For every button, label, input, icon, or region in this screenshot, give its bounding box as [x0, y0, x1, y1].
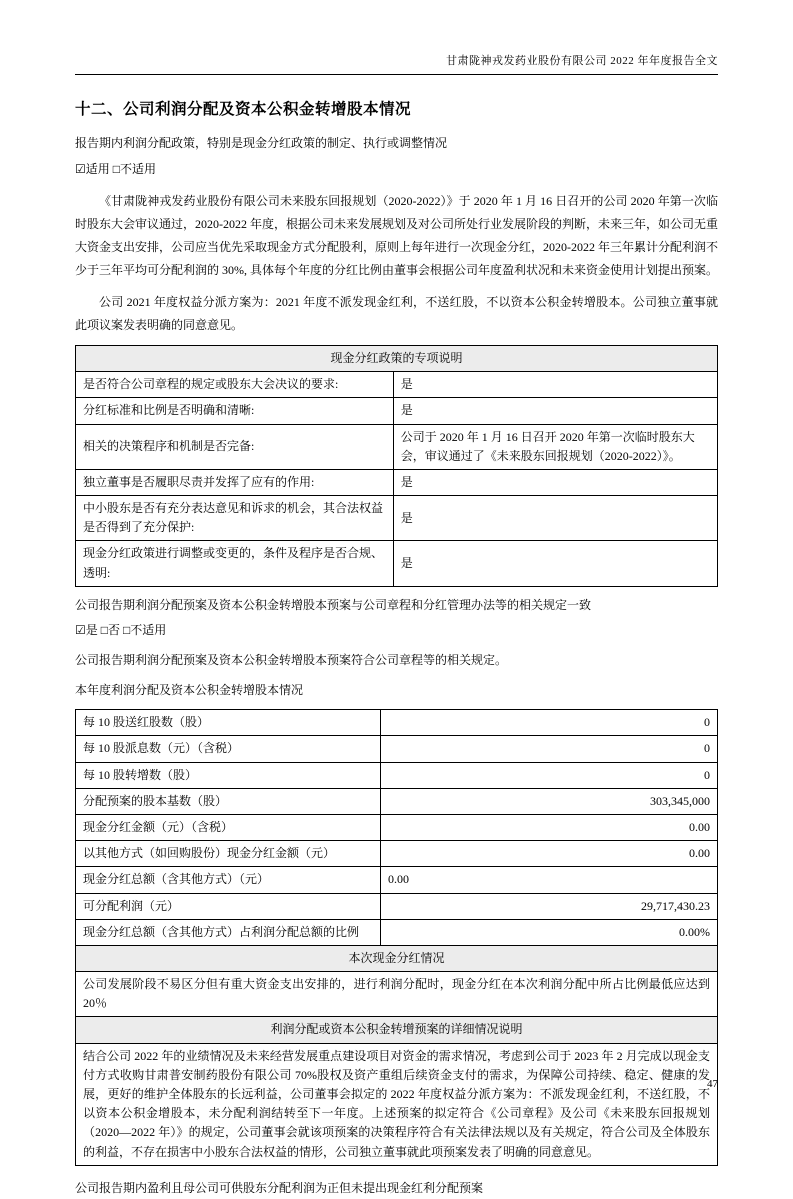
- profit-distribution-table: [75, 709, 718, 1166]
- row-value: 0: [380, 736, 717, 762]
- row-value: 0.00: [380, 867, 717, 893]
- table-row: [76, 710, 718, 736]
- table-row: [76, 398, 718, 424]
- row-value: 0.00: [380, 814, 717, 840]
- document-header: 甘肃陇神戎发药业股份有限公司 2022 年年度报告全文: [75, 52, 718, 75]
- row-label: 每 10 股送红股数（股）: [76, 710, 381, 736]
- table-row: [76, 788, 718, 814]
- policy-table-title: 现金分红政策的专项说明: [76, 345, 718, 371]
- paragraph-2021-distribution: 公司 2021 年度权益分派方案为：2021 年度不派发现金红利，不送红股，不以资本公积金转增股本。公司独立董事就此项议案发表明确的同意意见。: [75, 295, 718, 333]
- consistency-checkboxes: ☑是 □否 □不适用: [75, 623, 167, 638]
- table-row: [76, 841, 718, 867]
- table-header-row: [76, 1017, 718, 1043]
- page-number: 47: [707, 1078, 718, 1090]
- table-row: [76, 919, 718, 945]
- cash-dividend-policy-table: [75, 345, 718, 587]
- row-value: 0: [380, 762, 717, 788]
- table-header-row: [76, 345, 718, 371]
- row-value: 29,717,430.23: [380, 893, 717, 919]
- applicable-checkboxes: ☑适用 □不适用: [75, 161, 157, 176]
- table-row: [76, 469, 718, 495]
- table-row: [76, 814, 718, 840]
- distribution-table-caption: 本年度利润分配及资本公积金转增股本情况: [75, 682, 304, 697]
- row-value: 303,345,000: [380, 788, 717, 814]
- row-label: 分红标准和比例是否明确和清晰:: [76, 398, 394, 424]
- row-label: 每 10 股转增数（股）: [76, 762, 381, 788]
- row-label: 现金分红总额（含其他方式）占利润分配总额的比例: [76, 919, 381, 945]
- detail-section-header: 利润分配或资本公积金转增预案的详细情况说明: [76, 1017, 718, 1043]
- row-value: 是: [393, 372, 717, 398]
- table-header-row: [76, 945, 718, 971]
- table-row: [76, 541, 718, 586]
- row-label: 现金分红金额（元）（含税）: [76, 814, 381, 840]
- table-row: [76, 972, 718, 1017]
- profit-no-dividend-statement: 公司报告期内盈利且母公司可供股东分配利润为正但未提出现金红利分配预案: [75, 1180, 484, 1195]
- row-value: 0.00%: [380, 919, 717, 945]
- cash-dividend-section-header: 本次现金分红情况: [76, 945, 718, 971]
- row-label: 中小股东是否有充分表达意见和诉求的机会，其合法权益是否得到了充分保护:: [76, 496, 394, 541]
- table-row: [76, 1043, 718, 1165]
- row-label: 独立董事是否履职尽责并发挥了应有的作用:: [76, 469, 394, 495]
- row-label: 是否符合公司章程的规定或股东大会决议的要求:: [76, 372, 394, 398]
- table-row: [76, 867, 718, 893]
- section-title: 十二、公司利润分配及资本公积金转增股本情况: [75, 101, 412, 118]
- row-value: 是: [393, 469, 717, 495]
- detail-statement: 结合公司 2022 年的业绩情况及未来经营发展重点建设项目对资金的需求情况，考虑到公司于 2023 年 2 月完成以现金支付方式收购甘肃普安制药股份有限公司 70%股权及资产重组后续资金支付的需求，为保障公司持续、稳定、健康的发展，更好的维护全体股东的长远利益，公司董事会拟定的 2022 年度权益分派方案为：不派发现金红利，不送红股，不以资本公积金增股本，未分配利润结转至下一年度。上述预案的拟定符合《公司章程》及公司《未来股东回报规划（2020—2022 年）》的规定，公司董事会就该项预案的决策程序符合有关法律法规以及有关规定，符合公司及全体股东的利益，不存在损害中小股东合法权益的情形，公司独立董事就此项预案发表了明确的同意意见。: [76, 1043, 718, 1165]
- table-row: [76, 736, 718, 762]
- row-label: 现金分红政策进行调整或变更的，条件及程序是否合规、透明:: [76, 541, 394, 586]
- row-value: 是: [393, 541, 717, 586]
- compliance-statement: 公司报告期利润分配预案及资本公积金转增股本预案符合公司章程等的相关规定。: [75, 653, 508, 668]
- table-row: [76, 424, 718, 469]
- table-row: [76, 893, 718, 919]
- row-label: 现金分红总额（含其他方式）（元）: [76, 867, 381, 893]
- row-value: 0: [380, 710, 717, 736]
- table-row: [76, 762, 718, 788]
- consistency-statement: 公司报告期利润分配预案及资本公积金转增股本预案与公司章程和分红管理办法等的相关规定一致: [75, 597, 592, 612]
- row-value: 公司于 2020 年 1 月 16 日召开 2020 年第一次临时股东大会，审议通过了《未来股东回报规划（2020-2022）》。: [393, 424, 717, 469]
- row-label: 可分配利润（元）: [76, 893, 381, 919]
- policy-intro-line: 报告期内利润分配政策，特别是现金分红政策的制定、执行或调整情况: [75, 136, 448, 150]
- row-label: 分配预案的股本基数（股）: [76, 788, 381, 814]
- table-row: [76, 372, 718, 398]
- row-value: 0.00: [380, 841, 717, 867]
- cash-dividend-statement: 公司发展阶段不易区分但有重大资金支出安排的，进行利润分配时，现金分红在本次利润分配中所占比例最低应达到 20％: [76, 972, 718, 1017]
- row-label: 相关的决策程序和机制是否完备:: [76, 424, 394, 469]
- paragraph-future-return-plan: 《甘肃陇神戎发药业股份有限公司未来股东回报规划（2020-2022）》于 2020 年 1 月 16 日召开的公司 2020 年第一次临时股东大会审议通过，2020-2022 年度，根据公司未来发展规划及对公司所处行业发展阶段的判断，未来三年，如公司无重大资金支出安排，公司应当优先采取现金方式分配股利，原则上每年进行一次现金分红，2020-2022 年三年累计分配利润不少于三年平均可分配利润的 30%, 具体每个年度的分红比例由董事会根据公司年度盈利状况和未来资金使用计划提出预案。: [75, 194, 719, 277]
- row-value: 是: [393, 398, 717, 424]
- row-value: 是: [393, 496, 717, 541]
- row-label: 每 10 股派息数（元）（含税）: [76, 736, 381, 762]
- row-label: 以其他方式（如回购股份）现金分红金额（元）: [76, 841, 381, 867]
- table-row: [76, 496, 718, 541]
